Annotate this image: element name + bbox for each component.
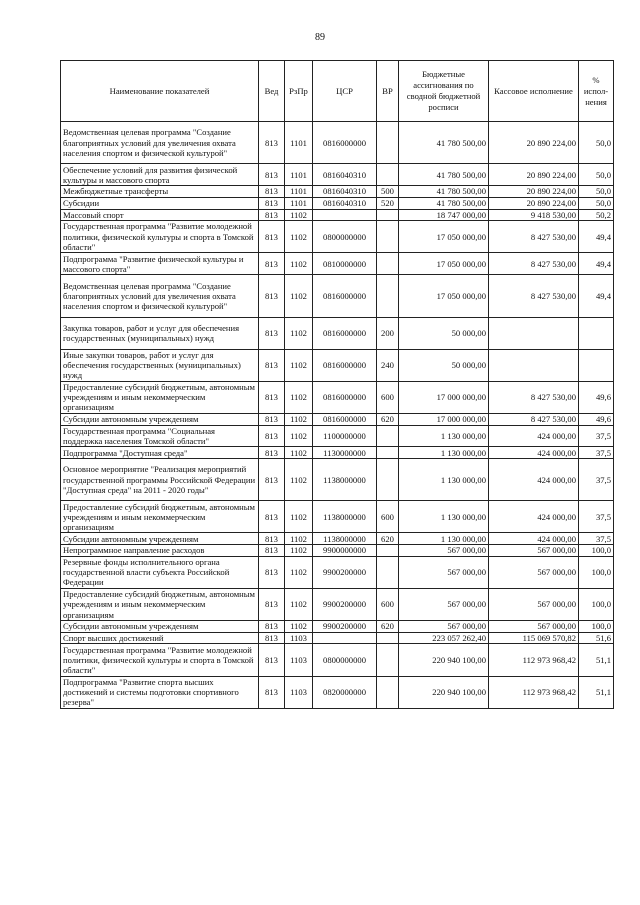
cell-csr: 0800000000 (313, 644, 377, 676)
table-row (61, 588, 614, 620)
cell-budget: 1 130 000,00 (399, 459, 489, 501)
cell-vr (377, 122, 399, 164)
cell-pct: 37,5 (579, 447, 614, 459)
cell-budget: 17 050 000,00 (399, 221, 489, 253)
cell-csr: 9900200000 (313, 588, 377, 620)
cell-name: Ведомственная целевая программа "Создание благоприятных условий для увеличения охвата населения спортом и физической культурой" (61, 122, 259, 164)
cell-pct: 100,0 (579, 588, 614, 620)
cell-rzpr: 1102 (285, 459, 313, 501)
header-rzpr: РзПр (285, 61, 313, 122)
cell-rzpr: 1101 (285, 186, 313, 198)
cell-rzpr: 1102 (285, 381, 313, 413)
cell-name: Основное мероприятие "Реализация мероприятий государственной программы Российской Федерации "Доступная среда" на 2011 - 2020 годы" (61, 459, 259, 501)
cell-csr: 0816000000 (313, 349, 377, 381)
cell-csr: 0816000000 (313, 317, 377, 349)
cell-pct (579, 317, 614, 349)
cell-ved: 813 (259, 413, 285, 425)
cell-budget: 223 057 262,40 (399, 632, 489, 644)
cell-rzpr: 1103 (285, 632, 313, 644)
table-row (61, 381, 614, 413)
header-row (61, 61, 614, 122)
cell-cash: 20 890 224,00 (489, 186, 579, 198)
cell-csr: 0820000000 (313, 676, 377, 708)
cell-vr (377, 459, 399, 501)
cell-csr: 0816040310 (313, 164, 377, 186)
table-row (61, 459, 614, 501)
cell-ved: 813 (259, 221, 285, 253)
cell-pct: 50,2 (579, 209, 614, 221)
cell-csr: 0816000000 (313, 381, 377, 413)
cell-rzpr: 1102 (285, 349, 313, 381)
cell-budget: 41 780 500,00 (399, 122, 489, 164)
cell-budget: 1 130 000,00 (399, 501, 489, 533)
cell-pct: 50,0 (579, 122, 614, 164)
cell-pct (579, 349, 614, 381)
cell-pct: 49,6 (579, 381, 614, 413)
cell-csr: 0810000000 (313, 253, 377, 275)
cell-rzpr: 1102 (285, 621, 313, 633)
table-row (61, 186, 614, 198)
cell-vr: 240 (377, 349, 399, 381)
cell-vr: 600 (377, 381, 399, 413)
cell-budget: 567 000,00 (399, 556, 489, 588)
cell-ved: 813 (259, 186, 285, 198)
cell-vr (377, 253, 399, 275)
cell-csr: 1138000000 (313, 533, 377, 545)
cell-name: Субсидии (61, 197, 259, 209)
table-row (61, 545, 614, 557)
cell-pct: 51,6 (579, 632, 614, 644)
cell-rzpr: 1102 (285, 413, 313, 425)
cell-budget: 41 780 500,00 (399, 164, 489, 186)
cell-pct: 49,4 (579, 221, 614, 253)
cell-csr: 9900200000 (313, 621, 377, 633)
cell-name: Подпрограмма "Развитие спорта высших достижений и системы подготовки спортивного резерва" (61, 676, 259, 708)
table-row (61, 164, 614, 186)
table-row (61, 253, 614, 275)
cell-ved: 813 (259, 349, 285, 381)
cell-vr: 200 (377, 317, 399, 349)
cell-pct: 50,0 (579, 186, 614, 198)
cell-cash: 20 890 224,00 (489, 197, 579, 209)
header-pct: % испол-нения (579, 61, 614, 122)
cell-name: Непрограммное направление расходов (61, 545, 259, 557)
cell-name: Межбюджетные трансферты (61, 186, 259, 198)
cell-budget: 41 780 500,00 (399, 186, 489, 198)
cell-ved: 813 (259, 425, 285, 447)
table-row (61, 676, 614, 708)
cell-cash: 567 000,00 (489, 545, 579, 557)
cell-cash: 112 973 968,42 (489, 676, 579, 708)
cell-pct: 37,5 (579, 501, 614, 533)
cell-ved: 813 (259, 556, 285, 588)
cell-name: Предоставление субсидий бюджетным, автономным учреждениям и иным некоммерческим организациям (61, 381, 259, 413)
cell-pct: 49,4 (579, 253, 614, 275)
table-row (61, 501, 614, 533)
table-row (61, 447, 614, 459)
cell-budget: 1 130 000,00 (399, 533, 489, 545)
cell-vr (377, 447, 399, 459)
header-budget: Бюджетные ассигнования по сводной бюджетной росписи (399, 61, 489, 122)
cell-name: Государственная программа "Социальная поддержка населения Томской области" (61, 425, 259, 447)
cell-pct: 100,0 (579, 545, 614, 557)
table-row (61, 632, 614, 644)
cell-vr: 620 (377, 413, 399, 425)
cell-cash: 8 427 530,00 (489, 275, 579, 317)
cell-cash (489, 317, 579, 349)
cell-budget: 50 000,00 (399, 317, 489, 349)
cell-cash: 8 427 530,00 (489, 221, 579, 253)
cell-pct: 50,0 (579, 197, 614, 209)
cell-budget: 17 000 000,00 (399, 381, 489, 413)
cell-ved: 813 (259, 588, 285, 620)
cell-csr: 1138000000 (313, 501, 377, 533)
cell-vr (377, 644, 399, 676)
cell-rzpr: 1102 (285, 447, 313, 459)
cell-pct: 100,0 (579, 621, 614, 633)
cell-name: Спорт высших достижений (61, 632, 259, 644)
cell-csr: 0816000000 (313, 275, 377, 317)
cell-name: Подпрограмма "Доступная среда" (61, 447, 259, 459)
cell-cash: 424 000,00 (489, 501, 579, 533)
cell-csr: 9900200000 (313, 556, 377, 588)
table-row (61, 413, 614, 425)
cell-rzpr: 1102 (285, 501, 313, 533)
header-csr: ЦСР (313, 61, 377, 122)
header-cash: Кассовое исполнение (489, 61, 579, 122)
cell-budget: 220 940 100,00 (399, 676, 489, 708)
cell-ved: 813 (259, 644, 285, 676)
cell-rzpr: 1101 (285, 164, 313, 186)
cell-name: Массовый спорт (61, 209, 259, 221)
header-name: Наименование показателей (61, 61, 259, 122)
cell-cash: 20 890 224,00 (489, 164, 579, 186)
cell-vr (377, 221, 399, 253)
cell-budget: 567 000,00 (399, 545, 489, 557)
page-number: 89 (315, 32, 325, 43)
cell-vr (377, 209, 399, 221)
table-row (61, 425, 614, 447)
cell-cash: 8 427 530,00 (489, 381, 579, 413)
cell-rzpr: 1103 (285, 676, 313, 708)
cell-name: Подпрограмма "Развитие физической культуры и массового спорта" (61, 253, 259, 275)
cell-vr (377, 275, 399, 317)
cell-cash: 8 427 530,00 (489, 413, 579, 425)
cell-pct: 51,1 (579, 644, 614, 676)
cell-ved: 813 (259, 253, 285, 275)
cell-cash: 8 427 530,00 (489, 253, 579, 275)
cell-budget: 18 747 000,00 (399, 209, 489, 221)
cell-rzpr: 1102 (285, 221, 313, 253)
cell-pct: 37,5 (579, 425, 614, 447)
cell-vr: 600 (377, 501, 399, 533)
cell-csr: 0816000000 (313, 122, 377, 164)
budget-table (60, 60, 614, 709)
cell-cash: 20 890 224,00 (489, 122, 579, 164)
cell-cash: 567 000,00 (489, 588, 579, 620)
cell-csr: 0800000000 (313, 221, 377, 253)
table-row (61, 621, 614, 633)
cell-ved: 813 (259, 533, 285, 545)
cell-csr: 1130000000 (313, 447, 377, 459)
cell-name: Резервные фонды исполнительного органа государственной власти субъекта Российской Федерации (61, 556, 259, 588)
table-row (61, 317, 614, 349)
cell-csr (313, 632, 377, 644)
cell-cash: 424 000,00 (489, 425, 579, 447)
cell-ved: 813 (259, 381, 285, 413)
cell-budget: 50 000,00 (399, 349, 489, 381)
cell-ved: 813 (259, 621, 285, 633)
cell-budget: 220 940 100,00 (399, 644, 489, 676)
cell-ved: 813 (259, 122, 285, 164)
cell-vr (377, 164, 399, 186)
cell-name: Субсидии автономным учреждениям (61, 413, 259, 425)
table-row (61, 209, 614, 221)
header-ved: Вед (259, 61, 285, 122)
cell-vr (377, 556, 399, 588)
cell-budget: 17 050 000,00 (399, 275, 489, 317)
cell-budget: 567 000,00 (399, 588, 489, 620)
cell-budget: 1 130 000,00 (399, 447, 489, 459)
cell-vr: 620 (377, 621, 399, 633)
cell-name: Государственная программа "Развитие молодежной политики, физической культуры и спорта в Томской области" (61, 221, 259, 253)
cell-cash: 424 000,00 (489, 459, 579, 501)
table-row (61, 221, 614, 253)
cell-vr: 520 (377, 197, 399, 209)
cell-ved: 813 (259, 317, 285, 349)
cell-budget: 17 050 000,00 (399, 253, 489, 275)
cell-rzpr: 1102 (285, 556, 313, 588)
cell-budget: 17 000 000,00 (399, 413, 489, 425)
table-row (61, 556, 614, 588)
cell-budget: 41 780 500,00 (399, 197, 489, 209)
cell-vr (377, 632, 399, 644)
cell-pct: 37,5 (579, 459, 614, 501)
cell-pct: 51,1 (579, 676, 614, 708)
cell-cash: 9 418 530,00 (489, 209, 579, 221)
cell-name: Предоставление субсидий бюджетным, автономным учреждениям и иным некоммерческим организациям (61, 588, 259, 620)
cell-ved: 813 (259, 197, 285, 209)
cell-name: Государственная программа "Развитие молодежной политики, физической культуры и спорта в Томской области" (61, 644, 259, 676)
table-row (61, 349, 614, 381)
cell-ved: 813 (259, 275, 285, 317)
cell-csr: 0816000000 (313, 413, 377, 425)
table-row (61, 533, 614, 545)
header-vr: ВР (377, 61, 399, 122)
cell-ved: 813 (259, 545, 285, 557)
cell-vr: 500 (377, 186, 399, 198)
cell-vr: 620 (377, 533, 399, 545)
cell-rzpr: 1101 (285, 122, 313, 164)
cell-csr: 9900000000 (313, 545, 377, 557)
cell-pct: 100,0 (579, 556, 614, 588)
cell-csr: 0816040310 (313, 197, 377, 209)
cell-csr: 1100000000 (313, 425, 377, 447)
cell-name: Субсидии автономным учреждениям (61, 533, 259, 545)
cell-cash: 567 000,00 (489, 621, 579, 633)
cell-name: Иные закупки товаров, работ и услуг для обеспечения государственных (муниципальных) нужд (61, 349, 259, 381)
cell-csr: 1138000000 (313, 459, 377, 501)
cell-ved: 813 (259, 459, 285, 501)
cell-name: Обеспечение условий для развития физической культуры и массового спорта (61, 164, 259, 186)
cell-pct: 37,5 (579, 533, 614, 545)
cell-cash: 115 069 570,82 (489, 632, 579, 644)
cell-vr (377, 545, 399, 557)
cell-ved: 813 (259, 447, 285, 459)
table-row (61, 644, 614, 676)
cell-rzpr: 1101 (285, 197, 313, 209)
cell-rzpr: 1102 (285, 533, 313, 545)
cell-csr (313, 209, 377, 221)
cell-ved: 813 (259, 676, 285, 708)
cell-cash: 424 000,00 (489, 447, 579, 459)
cell-name: Закупка товаров, работ и услуг для обеспечения государственных (муниципальных) нужд (61, 317, 259, 349)
table-row (61, 122, 614, 164)
cell-rzpr: 1102 (285, 425, 313, 447)
cell-cash: 567 000,00 (489, 556, 579, 588)
cell-rzpr: 1102 (285, 275, 313, 317)
cell-ved: 813 (259, 632, 285, 644)
cell-ved: 813 (259, 501, 285, 533)
cell-rzpr: 1103 (285, 644, 313, 676)
cell-rzpr: 1102 (285, 253, 313, 275)
cell-pct: 50,0 (579, 164, 614, 186)
cell-ved: 813 (259, 209, 285, 221)
cell-rzpr: 1102 (285, 588, 313, 620)
cell-rzpr: 1102 (285, 209, 313, 221)
cell-ved: 813 (259, 164, 285, 186)
cell-csr: 0816040310 (313, 186, 377, 198)
cell-name: Предоставление субсидий бюджетным, автономным учреждениям и иным некоммерческим организациям (61, 501, 259, 533)
cell-vr (377, 425, 399, 447)
cell-budget: 1 130 000,00 (399, 425, 489, 447)
cell-name: Ведомственная целевая программа "Создание благоприятных условий для увеличения охвата населения спортом и физической культурой" (61, 275, 259, 317)
cell-vr (377, 676, 399, 708)
cell-cash: 112 973 968,42 (489, 644, 579, 676)
cell-budget: 567 000,00 (399, 621, 489, 633)
cell-cash (489, 349, 579, 381)
cell-cash: 424 000,00 (489, 533, 579, 545)
cell-rzpr: 1102 (285, 545, 313, 557)
table-row (61, 275, 614, 317)
table-row (61, 197, 614, 209)
cell-rzpr: 1102 (285, 317, 313, 349)
cell-pct: 49,6 (579, 413, 614, 425)
cell-pct: 49,4 (579, 275, 614, 317)
cell-name: Субсидии автономным учреждениям (61, 621, 259, 633)
cell-vr: 600 (377, 588, 399, 620)
